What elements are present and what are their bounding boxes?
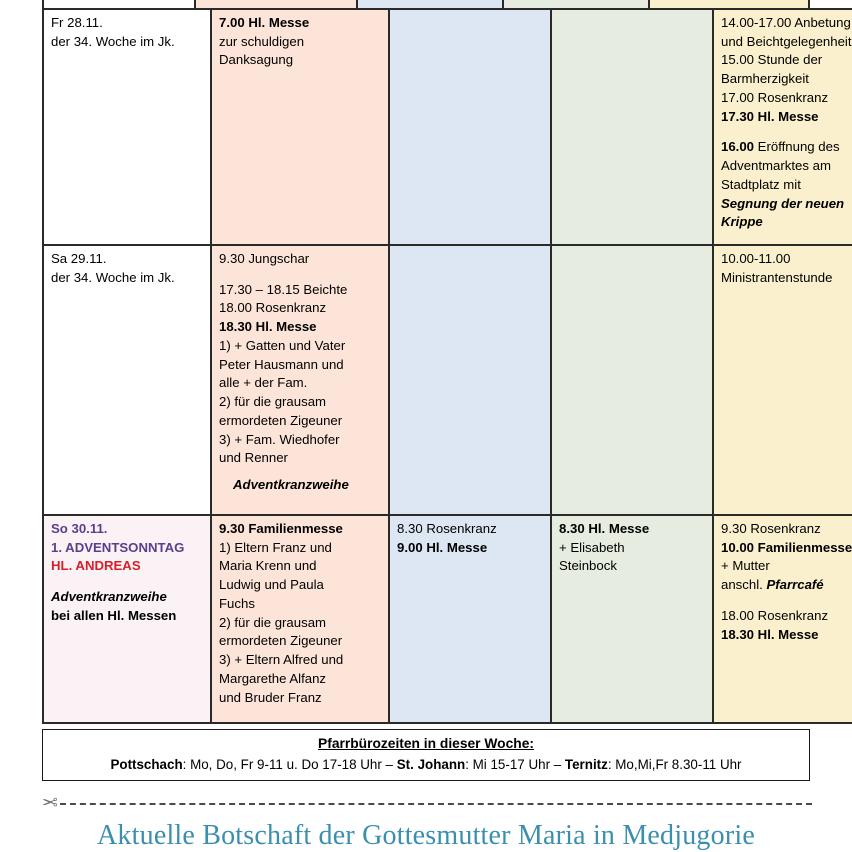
- spacer: [721, 595, 852, 607]
- event-detail: 18.00 Rosenkranz: [219, 300, 327, 316]
- event-detail: ermordeten Zigeuner: [219, 412, 343, 428]
- event-text: Eröffnung des: [754, 139, 840, 155]
- parish-cell-ternitz-sunday: [713, 515, 852, 723]
- cut-here-line: [42, 790, 812, 816]
- event-detail: und Bruder Franz: [219, 689, 322, 705]
- parish-cell-pottschach-sunday: [211, 515, 389, 723]
- day-date: Sa 29.11.: [51, 251, 107, 266]
- day-saint: HL. ANDREAS: [51, 558, 141, 574]
- event-highlight: Krippe: [721, 214, 763, 230]
- event-highlight: Segnung der neuen: [721, 195, 845, 211]
- event-detail: 2) für die grausam: [219, 394, 327, 410]
- parish-hours-pottschach: : Mo, Do, Fr 9-11 u. Do 17-18 Uhr –: [182, 756, 397, 772]
- event-detail: 3) + Fam. Wiedhofer: [219, 431, 340, 447]
- event-time: 16.00: [721, 139, 755, 155]
- event-detail: + Mutter: [721, 558, 770, 574]
- event-detail: ermordeten Zigeuner: [219, 633, 343, 649]
- table-row: [43, 245, 852, 515]
- event-highlight: Pfarrcafé: [766, 577, 824, 593]
- event-detail: 2) für die grausam: [219, 614, 327, 630]
- office-hours-line: [49, 755, 803, 775]
- event-detail: Maria Krenn und: [219, 558, 317, 574]
- day-feast: 1. ADVENTSONNTAG: [51, 539, 185, 555]
- day-date: So 30.11.: [51, 521, 108, 536]
- event-time-title: 10.00 Familienmesse: [721, 539, 852, 555]
- day-note: bei allen Hl. Messen: [51, 607, 177, 623]
- event-detail: und Renner: [219, 450, 288, 466]
- dashed-cut-rule: [60, 803, 812, 805]
- event-detail: alle + der Fam.: [219, 375, 308, 391]
- parish-name-ternitz: Ternitz: [564, 756, 608, 772]
- event-detail: 8.30 Rosenkranz: [397, 521, 497, 536]
- event-detail: Barmherzigkeit: [721, 71, 809, 87]
- event-detail: 17.00 Rosenkranz: [721, 89, 829, 105]
- event-time-title: 18.30 Hl. Messe: [219, 319, 317, 335]
- event-time-title: 18.30 Hl. Messe: [721, 626, 819, 642]
- event-time-title: 7.00 Hl. Messe: [219, 15, 310, 30]
- event-time-title: 9.30 Familienmesse: [219, 521, 343, 536]
- office-hours-box: [42, 729, 810, 781]
- spacer: [219, 468, 381, 476]
- event-detail: 9.30 Jungschar: [219, 251, 310, 266]
- event-detail: und Beichtgelegenheit: [721, 33, 852, 49]
- day-date: Fr 28.11.: [51, 15, 103, 30]
- parish-cell-b-friday: [389, 9, 551, 245]
- event-detail: 1) + Gatten und Vater: [219, 337, 346, 353]
- parish-hours-stjohann: : Mi 15-17 Uhr –: [465, 756, 565, 772]
- event-time-title: 8.30 Hl. Messe: [559, 521, 650, 536]
- event-detail: 17.30 – 18.15 Beichte: [219, 281, 348, 297]
- event-text: anschl.: [721, 577, 767, 593]
- parish-cell-ternitz-saturday: [713, 245, 852, 515]
- event-detail: 1) Eltern Franz und: [219, 539, 332, 555]
- event-detail: zur schuldigen: [219, 33, 305, 49]
- event-detail: 18.00 Rosenkranz: [721, 607, 829, 623]
- event-detail: + Elisabeth: [559, 539, 625, 555]
- parish-name-stjohann: St. Johann: [396, 756, 466, 772]
- day-week: der 34. Woche im Jk.: [51, 33, 175, 49]
- parish-cell-pottschach-friday: [211, 9, 389, 245]
- event-detail: Ludwig und Paula: [219, 577, 324, 593]
- spacer: [219, 269, 381, 281]
- event-detail: Stadtplatz mit: [721, 176, 801, 192]
- event-detail: 14.00-17.00 Anbetung: [721, 15, 851, 30]
- event-detail: 10.00-11.00: [721, 251, 791, 266]
- event-detail: Peter Hausmann und: [219, 356, 344, 372]
- event-detail: Margarethe Alfanz: [219, 670, 327, 686]
- parish-cell-ternitz-friday: [713, 9, 852, 245]
- event-time-title: 9.00 Hl. Messe: [397, 539, 488, 555]
- office-hours-title: Pfarrbürozeiten in dieser Woche:: [318, 736, 534, 751]
- parish-cell-pottschach-saturday: [211, 245, 389, 515]
- event-detail: 15.00 Stunde der: [721, 52, 823, 68]
- parish-cell-stjohann-saturday: [551, 245, 713, 515]
- page-title: Aktuelle Botschaft der Gottesmutter Maria in Medjugorie: [97, 820, 755, 851]
- day-cell-friday: [43, 9, 211, 245]
- event-detail: 17.30 Hl. Messe: [721, 108, 819, 124]
- day-note-highlight: Adventkranzweihe: [51, 589, 167, 605]
- day-cell-sunday: [43, 515, 211, 723]
- event-detail: Adventmarktes am: [721, 158, 831, 174]
- parish-cell-stjohann-friday: [551, 9, 713, 245]
- event-detail: Ministrantenstunde: [721, 269, 833, 285]
- event-detail: Danksagung: [219, 52, 294, 68]
- parish-hours-ternitz: : Mo,Mi,Fr 8.30-11 Uhr: [607, 756, 742, 772]
- parish-cell-b-sunday: [389, 515, 551, 723]
- spacer: [721, 126, 852, 138]
- schedule-table: [42, 8, 852, 724]
- scissors-icon: ✂: [42, 792, 58, 814]
- table-row: [43, 9, 852, 245]
- day-week: der 34. Woche im Jk.: [51, 269, 175, 285]
- event-detail: 9.30 Rosenkranz: [721, 521, 821, 536]
- event-highlight: Adventkranzweihe: [233, 477, 349, 493]
- event-detail: [721, 576, 852, 595]
- table-row: [43, 515, 852, 723]
- event-detail: Fuchs: [219, 595, 255, 611]
- event-detail: [721, 138, 852, 157]
- parish-cell-b-saturday: [389, 245, 551, 515]
- parish-cell-stjohann-sunday: [551, 515, 713, 723]
- parish-name-pottschach: Pottschach: [110, 756, 183, 772]
- day-cell-saturday: [43, 245, 211, 515]
- event-detail: Steinbock: [559, 558, 617, 574]
- spacer: [51, 576, 203, 588]
- event-detail: 3) + Eltern Alfred und: [219, 652, 344, 668]
